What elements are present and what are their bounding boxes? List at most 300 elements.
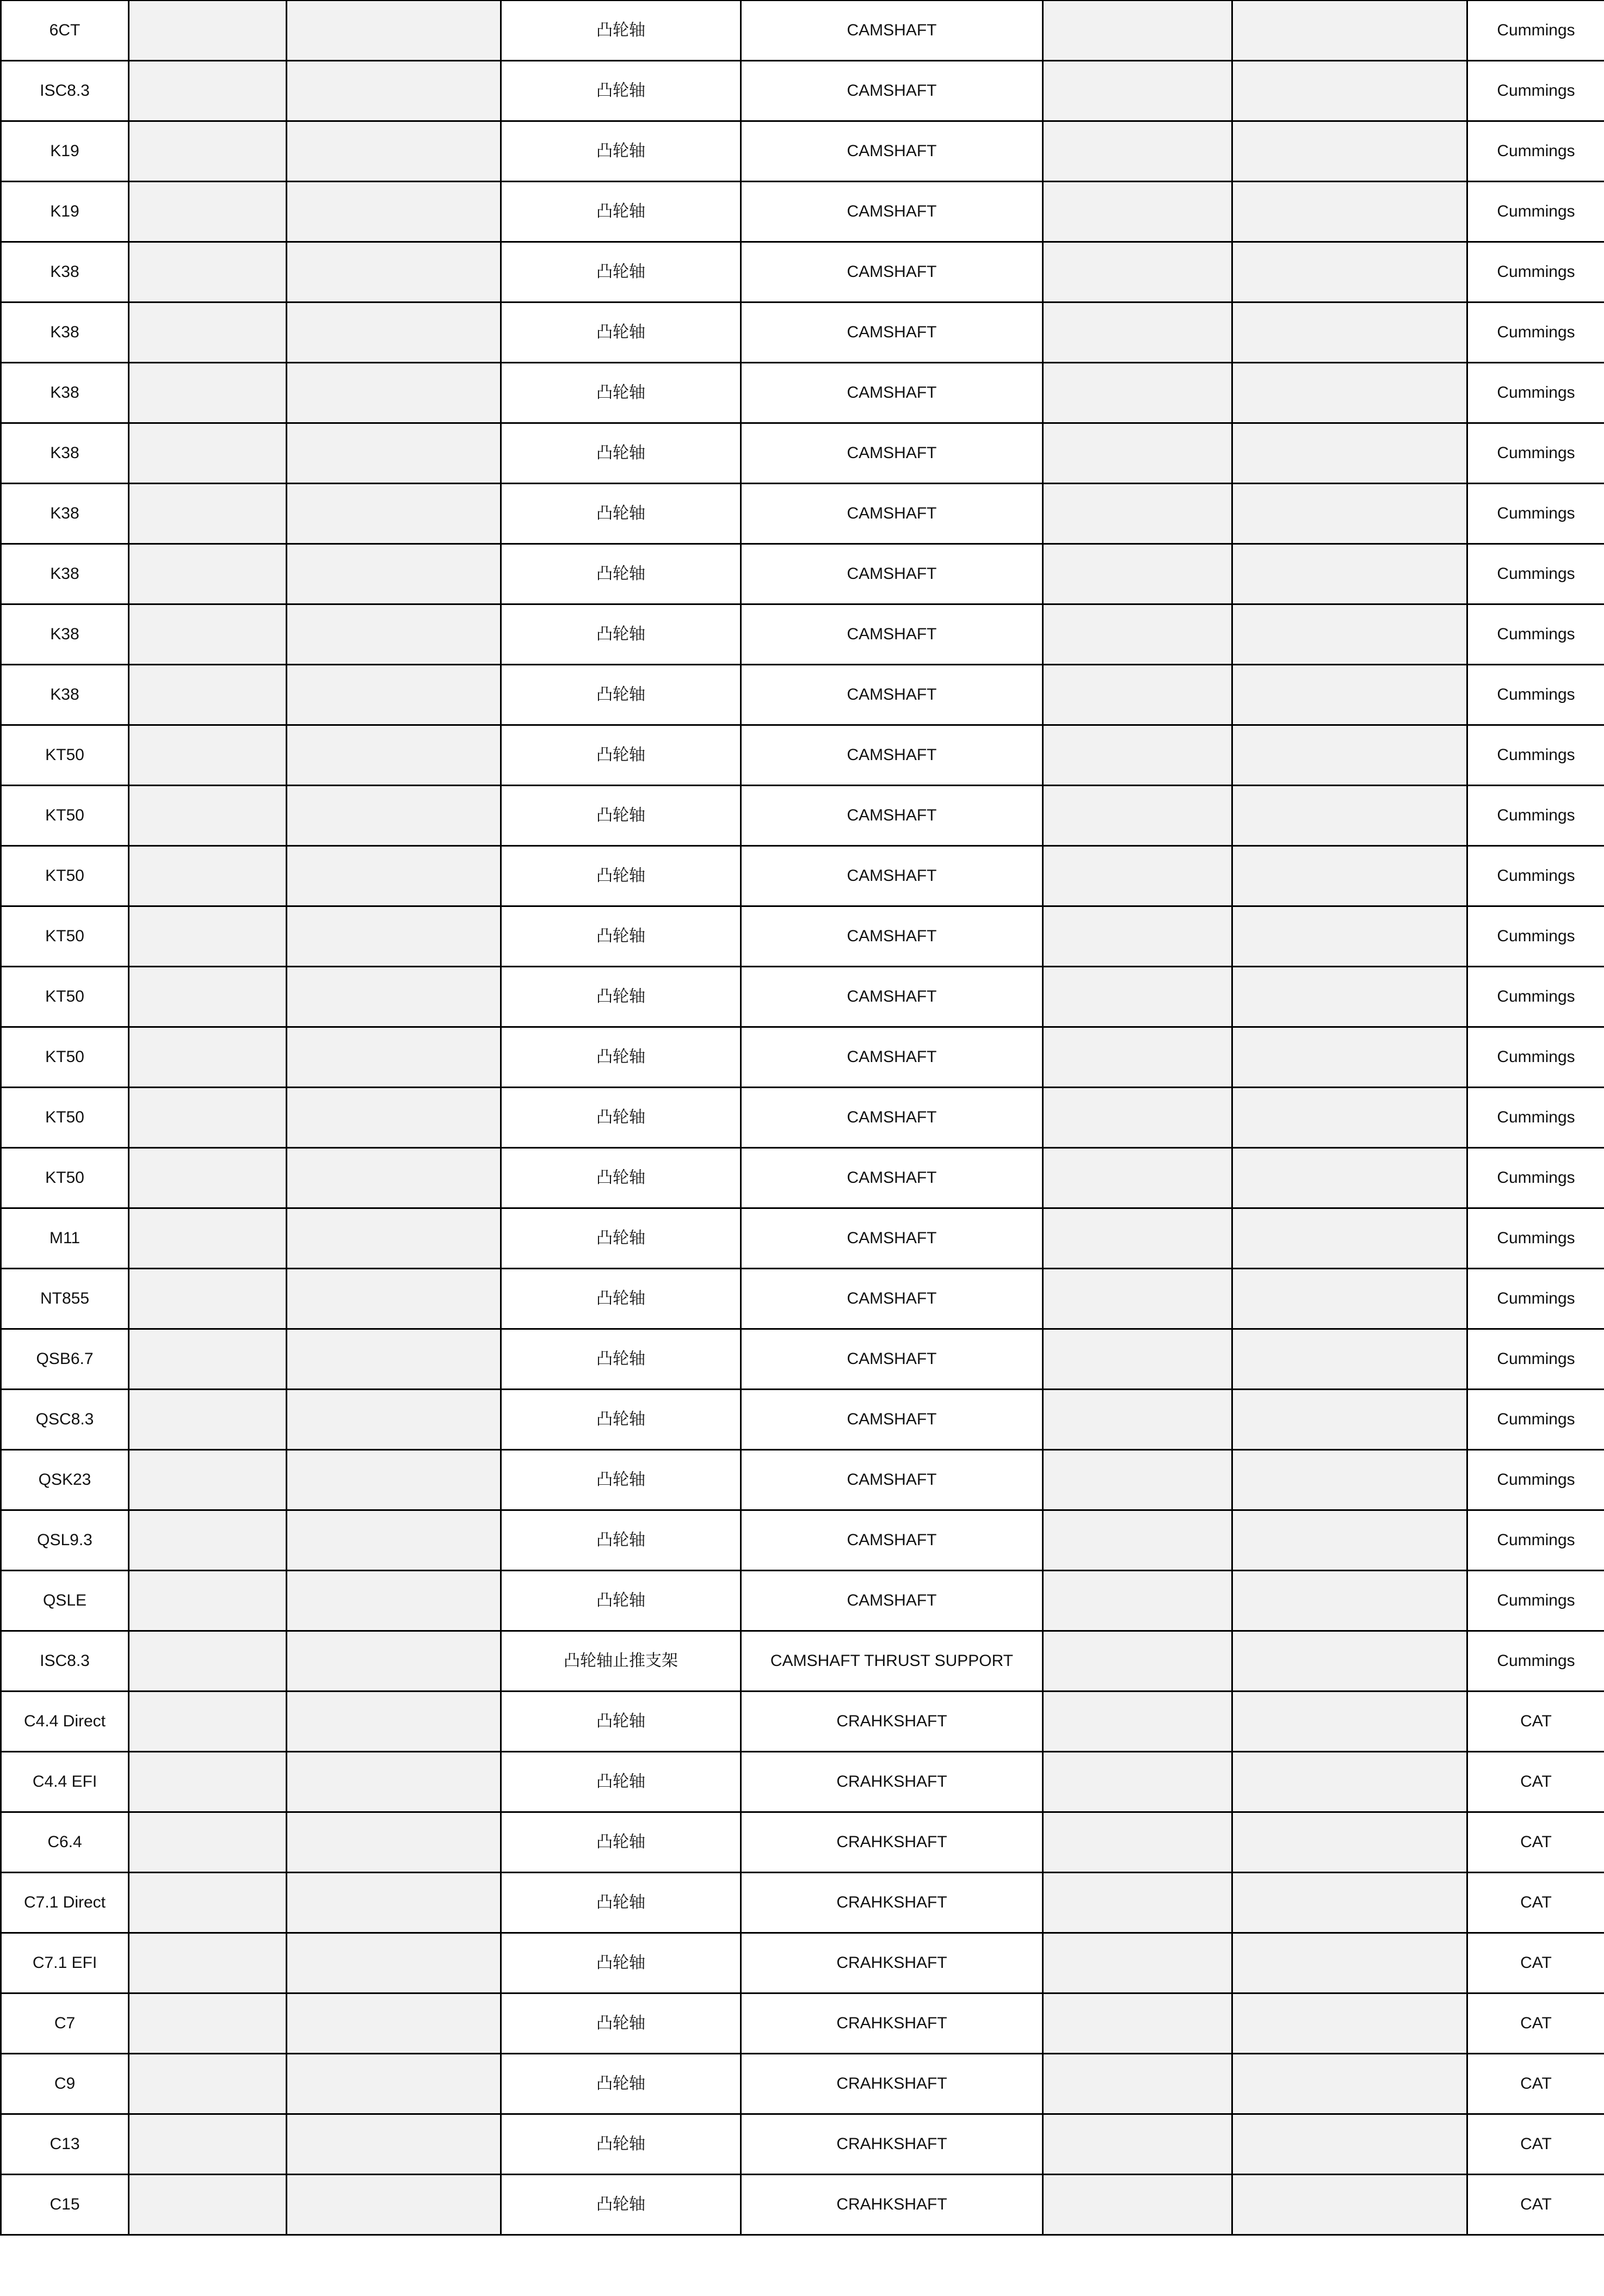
blank-cell-3 <box>1043 1390 1232 1450</box>
table-row <box>1 1571 1604 1631</box>
part-name-en-cell: CAMSHAFT <box>741 544 1043 604</box>
table-row <box>1 423 1604 484</box>
blank-cell-2 <box>287 544 501 604</box>
blank-cell-4 <box>1232 1993 1467 2054</box>
blank-cell-4 <box>1232 1510 1467 1571</box>
engine-model-cell: KT50 <box>1 967 129 1027</box>
blank-cell-2 <box>287 1752 501 1812</box>
engine-model-cell: KT50 <box>1 725 129 786</box>
blank-cell-2 <box>287 725 501 786</box>
table-row <box>1 1027 1604 1088</box>
brand-cell: Cummings <box>1467 1 1604 61</box>
part-name-cn-cell: 凸轮轴 <box>501 665 741 725</box>
blank-cell-4 <box>1232 1450 1467 1510</box>
brand-cell: Cummings <box>1467 786 1604 846</box>
part-name-cn-cell: 凸轮轴 <box>501 1752 741 1812</box>
blank-cell-3 <box>1043 121 1232 182</box>
table-row <box>1 665 1604 725</box>
parts-table-body <box>1 1 1604 2235</box>
blank-cell-4 <box>1232 1631 1467 1692</box>
part-name-en-cell: CAMSHAFT <box>741 1269 1043 1329</box>
blank-cell-4 <box>1232 61 1467 121</box>
blank-cell-3 <box>1043 1148 1232 1208</box>
blank-cell-4 <box>1232 786 1467 846</box>
table-row <box>1 1390 1604 1450</box>
brand-cell: Cummings <box>1467 363 1604 423</box>
blank-cell-3 <box>1043 967 1232 1027</box>
part-name-cn-cell: 凸轮轴 <box>501 61 741 121</box>
blank-cell-2 <box>287 1812 501 1873</box>
blank-cell-2 <box>287 906 501 967</box>
blank-cell-2 <box>287 1 501 61</box>
table-row <box>1 544 1604 604</box>
blank-cell-3 <box>1043 1873 1232 1933</box>
brand-cell: CAT <box>1467 1873 1604 1933</box>
blank-cell-4 <box>1232 1027 1467 1088</box>
part-name-cn-cell: 凸轮轴止推支架 <box>501 1631 741 1692</box>
blank-cell-3 <box>1043 303 1232 363</box>
blank-cell-3 <box>1043 665 1232 725</box>
engine-model-cell: M11 <box>1 1208 129 1269</box>
table-row <box>1 1329 1604 1390</box>
engine-model-cell: C4.4 EFI <box>1 1752 129 1812</box>
blank-cell-4 <box>1232 725 1467 786</box>
part-name-en-cell: CAMSHAFT <box>741 1571 1043 1631</box>
blank-cell-4 <box>1232 423 1467 484</box>
blank-cell-3 <box>1043 786 1232 846</box>
blank-cell-3 <box>1043 1692 1232 1752</box>
blank-cell-2 <box>287 2114 501 2175</box>
blank-cell-1 <box>129 1993 287 2054</box>
part-name-cn-cell: 凸轮轴 <box>501 1148 741 1208</box>
blank-cell-3 <box>1043 242 1232 303</box>
blank-cell-4 <box>1232 1390 1467 1450</box>
brand-cell: Cummings <box>1467 725 1604 786</box>
blank-cell-3 <box>1043 2175 1232 2235</box>
part-name-cn-cell: 凸轮轴 <box>501 1873 741 1933</box>
engine-model-cell: K19 <box>1 121 129 182</box>
blank-cell-1 <box>129 1631 287 1692</box>
blank-cell-1 <box>129 665 287 725</box>
blank-cell-2 <box>287 1873 501 1933</box>
part-name-en-cell: CRAHKSHAFT <box>741 2114 1043 2175</box>
part-name-en-cell: CRAHKSHAFT <box>741 2175 1043 2235</box>
brand-cell: Cummings <box>1467 303 1604 363</box>
brand-cell: Cummings <box>1467 846 1604 906</box>
part-name-cn-cell: 凸轮轴 <box>501 242 741 303</box>
part-name-cn-cell: 凸轮轴 <box>501 846 741 906</box>
table-row <box>1 1208 1604 1269</box>
blank-cell-4 <box>1232 303 1467 363</box>
blank-cell-3 <box>1043 1027 1232 1088</box>
engine-model-cell: C15 <box>1 2175 129 2235</box>
part-name-cn-cell: 凸轮轴 <box>501 1208 741 1269</box>
brand-cell: Cummings <box>1467 121 1604 182</box>
part-name-en-cell: CAMSHAFT <box>741 604 1043 665</box>
part-name-en-cell: CAMSHAFT <box>741 1148 1043 1208</box>
engine-model-cell: KT50 <box>1 1088 129 1148</box>
blank-cell-3 <box>1043 544 1232 604</box>
part-name-cn-cell: 凸轮轴 <box>501 182 741 242</box>
part-name-en-cell: CAMSHAFT <box>741 423 1043 484</box>
engine-model-cell: K19 <box>1 182 129 242</box>
engine-model-cell: QSC8.3 <box>1 1390 129 1450</box>
table-row <box>1 242 1604 303</box>
part-name-en-cell: CAMSHAFT <box>741 484 1043 544</box>
blank-cell-4 <box>1232 242 1467 303</box>
brand-cell: Cummings <box>1467 604 1604 665</box>
blank-cell-1 <box>129 1 287 61</box>
brand-cell: Cummings <box>1467 906 1604 967</box>
part-name-en-cell: CAMSHAFT <box>741 1027 1043 1088</box>
blank-cell-4 <box>1232 906 1467 967</box>
blank-cell-4 <box>1232 544 1467 604</box>
part-name-en-cell: CAMSHAFT <box>741 725 1043 786</box>
blank-cell-2 <box>287 182 501 242</box>
blank-cell-1 <box>129 1390 287 1450</box>
table-row <box>1 2175 1604 2235</box>
part-name-en-cell: CRAHKSHAFT <box>741 2054 1043 2114</box>
blank-cell-3 <box>1043 846 1232 906</box>
engine-model-cell: C7.1 Direct <box>1 1873 129 1933</box>
table-row <box>1 725 1604 786</box>
part-name-en-cell: CRAHKSHAFT <box>741 1933 1043 1993</box>
part-name-en-cell: CAMSHAFT THRUST SUPPORT <box>741 1631 1043 1692</box>
table-row <box>1 121 1604 182</box>
brand-cell: Cummings <box>1467 1390 1604 1450</box>
blank-cell-2 <box>287 363 501 423</box>
part-name-cn-cell: 凸轮轴 <box>501 1993 741 2054</box>
table-row <box>1 786 1604 846</box>
blank-cell-2 <box>287 665 501 725</box>
table-row <box>1 1269 1604 1329</box>
part-name-en-cell: CAMSHAFT <box>741 665 1043 725</box>
blank-cell-3 <box>1043 484 1232 544</box>
part-name-en-cell: CAMSHAFT <box>741 121 1043 182</box>
table-row <box>1 182 1604 242</box>
brand-cell: Cummings <box>1467 1329 1604 1390</box>
blank-cell-3 <box>1043 1571 1232 1631</box>
blank-cell-1 <box>129 363 287 423</box>
brand-cell: CAT <box>1467 1812 1604 1873</box>
blank-cell-2 <box>287 121 501 182</box>
part-name-cn-cell: 凸轮轴 <box>501 1812 741 1873</box>
brand-cell: Cummings <box>1467 665 1604 725</box>
part-name-en-cell: CAMSHAFT <box>741 1 1043 61</box>
brand-cell: CAT <box>1467 2114 1604 2175</box>
blank-cell-1 <box>129 121 287 182</box>
blank-cell-1 <box>129 1873 287 1933</box>
brand-cell: Cummings <box>1467 242 1604 303</box>
blank-cell-2 <box>287 2054 501 2114</box>
blank-cell-4 <box>1232 1148 1467 1208</box>
engine-model-cell: 6CT <box>1 1 129 61</box>
blank-cell-4 <box>1232 484 1467 544</box>
blank-cell-1 <box>129 544 287 604</box>
blank-cell-4 <box>1232 1812 1467 1873</box>
engine-model-cell: ISC8.3 <box>1 61 129 121</box>
part-name-en-cell: CAMSHAFT <box>741 1088 1043 1148</box>
table-row <box>1 1631 1604 1692</box>
part-name-cn-cell: 凸轮轴 <box>501 1933 741 1993</box>
blank-cell-2 <box>287 484 501 544</box>
part-name-en-cell: CRAHKSHAFT <box>741 1993 1043 2054</box>
part-name-cn-cell: 凸轮轴 <box>501 2175 741 2235</box>
part-name-cn-cell: 凸轮轴 <box>501 1329 741 1390</box>
brand-cell: Cummings <box>1467 1148 1604 1208</box>
blank-cell-3 <box>1043 2054 1232 2114</box>
blank-cell-2 <box>287 1450 501 1510</box>
blank-cell-4 <box>1232 363 1467 423</box>
table-row <box>1 1088 1604 1148</box>
blank-cell-3 <box>1043 604 1232 665</box>
brand-cell: CAT <box>1467 2175 1604 2235</box>
blank-cell-4 <box>1232 1208 1467 1269</box>
blank-cell-4 <box>1232 1873 1467 1933</box>
blank-cell-2 <box>287 242 501 303</box>
engine-model-cell: C13 <box>1 2114 129 2175</box>
blank-cell-3 <box>1043 2114 1232 2175</box>
blank-cell-1 <box>129 604 287 665</box>
blank-cell-1 <box>129 2114 287 2175</box>
blank-cell-4 <box>1232 2114 1467 2175</box>
part-name-en-cell: CAMSHAFT <box>741 967 1043 1027</box>
blank-cell-4 <box>1232 1933 1467 1993</box>
engine-model-cell: K38 <box>1 303 129 363</box>
blank-cell-1 <box>129 967 287 1027</box>
part-name-en-cell: CAMSHAFT <box>741 1208 1043 1269</box>
blank-cell-3 <box>1043 1 1232 61</box>
brand-cell: Cummings <box>1467 1510 1604 1571</box>
part-name-cn-cell: 凸轮轴 <box>501 1390 741 1450</box>
engine-model-cell: KT50 <box>1 786 129 846</box>
blank-cell-2 <box>287 303 501 363</box>
brand-cell: Cummings <box>1467 967 1604 1027</box>
blank-cell-2 <box>287 1027 501 1088</box>
blank-cell-2 <box>287 1329 501 1390</box>
blank-cell-1 <box>129 1027 287 1088</box>
engine-model-cell: K38 <box>1 423 129 484</box>
part-name-cn-cell: 凸轮轴 <box>501 725 741 786</box>
blank-cell-2 <box>287 1269 501 1329</box>
blank-cell-2 <box>287 1631 501 1692</box>
blank-cell-1 <box>129 1088 287 1148</box>
engine-model-cell: KT50 <box>1 846 129 906</box>
brand-cell: CAT <box>1467 2054 1604 2114</box>
brand-cell: Cummings <box>1467 1631 1604 1692</box>
blank-cell-1 <box>129 906 287 967</box>
blank-cell-4 <box>1232 182 1467 242</box>
part-name-cn-cell: 凸轮轴 <box>501 303 741 363</box>
brand-cell: Cummings <box>1467 61 1604 121</box>
blank-cell-3 <box>1043 1812 1232 1873</box>
table-row <box>1 846 1604 906</box>
brand-cell: Cummings <box>1467 423 1604 484</box>
brand-cell: Cummings <box>1467 1571 1604 1631</box>
table-row <box>1 303 1604 363</box>
brand-cell: Cummings <box>1467 182 1604 242</box>
part-name-en-cell: CAMSHAFT <box>741 1390 1043 1450</box>
engine-model-cell: C7 <box>1 1993 129 2054</box>
blank-cell-2 <box>287 1993 501 2054</box>
blank-cell-2 <box>287 967 501 1027</box>
part-name-cn-cell: 凸轮轴 <box>501 544 741 604</box>
part-name-en-cell: CAMSHAFT <box>741 1510 1043 1571</box>
engine-model-cell: KT50 <box>1 906 129 967</box>
part-name-en-cell: CAMSHAFT <box>741 242 1043 303</box>
blank-cell-4 <box>1232 1269 1467 1329</box>
engine-model-cell: K38 <box>1 544 129 604</box>
blank-cell-4 <box>1232 604 1467 665</box>
table-row <box>1 906 1604 967</box>
blank-cell-2 <box>287 846 501 906</box>
blank-cell-1 <box>129 1329 287 1390</box>
brand-cell: Cummings <box>1467 1027 1604 1088</box>
blank-cell-3 <box>1043 1993 1232 2054</box>
blank-cell-2 <box>287 61 501 121</box>
blank-cell-1 <box>129 1208 287 1269</box>
table-row <box>1 363 1604 423</box>
engine-model-cell: K38 <box>1 242 129 303</box>
blank-cell-2 <box>287 1208 501 1269</box>
part-name-cn-cell: 凸轮轴 <box>501 604 741 665</box>
blank-cell-4 <box>1232 1571 1467 1631</box>
part-name-cn-cell: 凸轮轴 <box>501 2114 741 2175</box>
blank-cell-3 <box>1043 725 1232 786</box>
engine-model-cell: K38 <box>1 604 129 665</box>
part-name-cn-cell: 凸轮轴 <box>501 121 741 182</box>
part-name-cn-cell: 凸轮轴 <box>501 1027 741 1088</box>
part-name-en-cell: CAMSHAFT <box>741 1329 1043 1390</box>
blank-cell-4 <box>1232 121 1467 182</box>
part-name-en-cell: CAMSHAFT <box>741 61 1043 121</box>
blank-cell-1 <box>129 1692 287 1752</box>
blank-cell-1 <box>129 1148 287 1208</box>
blank-cell-1 <box>129 725 287 786</box>
table-row <box>1 1692 1604 1752</box>
blank-cell-1 <box>129 1812 287 1873</box>
blank-cell-4 <box>1232 1088 1467 1148</box>
engine-model-cell: K38 <box>1 363 129 423</box>
blank-cell-4 <box>1232 846 1467 906</box>
blank-cell-2 <box>287 1088 501 1148</box>
table-row <box>1 2114 1604 2175</box>
table-row <box>1 1510 1604 1571</box>
engine-model-cell: NT855 <box>1 1269 129 1329</box>
part-name-cn-cell: 凸轮轴 <box>501 363 741 423</box>
part-name-cn-cell: 凸轮轴 <box>501 906 741 967</box>
blank-cell-1 <box>129 1571 287 1631</box>
part-name-en-cell: CAMSHAFT <box>741 1450 1043 1510</box>
blank-cell-1 <box>129 786 287 846</box>
part-name-cn-cell: 凸轮轴 <box>501 484 741 544</box>
engine-model-cell: C4.4 Direct <box>1 1692 129 1752</box>
blank-cell-2 <box>287 423 501 484</box>
blank-cell-3 <box>1043 61 1232 121</box>
blank-cell-2 <box>287 1148 501 1208</box>
blank-cell-1 <box>129 1450 287 1510</box>
engine-model-cell: QSLE <box>1 1571 129 1631</box>
brand-cell: Cummings <box>1467 1088 1604 1148</box>
blank-cell-3 <box>1043 906 1232 967</box>
blank-cell-3 <box>1043 1752 1232 1812</box>
blank-cell-3 <box>1043 363 1232 423</box>
blank-cell-2 <box>287 786 501 846</box>
blank-cell-1 <box>129 846 287 906</box>
blank-cell-1 <box>129 484 287 544</box>
table-row <box>1 1 1604 61</box>
blank-cell-2 <box>287 1510 501 1571</box>
brand-cell: Cummings <box>1467 1450 1604 1510</box>
table-row <box>1 967 1604 1027</box>
blank-cell-3 <box>1043 1088 1232 1148</box>
part-name-en-cell: CAMSHAFT <box>741 786 1043 846</box>
blank-cell-3 <box>1043 1208 1232 1269</box>
blank-cell-3 <box>1043 1269 1232 1329</box>
part-name-cn-cell: 凸轮轴 <box>501 1088 741 1148</box>
engine-model-cell: C9 <box>1 2054 129 2114</box>
blank-cell-1 <box>129 2054 287 2114</box>
blank-cell-2 <box>287 1692 501 1752</box>
blank-cell-3 <box>1043 1329 1232 1390</box>
blank-cell-3 <box>1043 423 1232 484</box>
brand-cell: Cummings <box>1467 1208 1604 1269</box>
engine-model-cell: C7.1 EFI <box>1 1933 129 1993</box>
engine-model-cell: C6.4 <box>1 1812 129 1873</box>
part-name-cn-cell: 凸轮轴 <box>501 1510 741 1571</box>
part-name-en-cell: CAMSHAFT <box>741 182 1043 242</box>
part-name-en-cell: CAMSHAFT <box>741 303 1043 363</box>
table-row <box>1 1752 1604 1812</box>
part-name-cn-cell: 凸轮轴 <box>501 967 741 1027</box>
blank-cell-2 <box>287 1390 501 1450</box>
blank-cell-1 <box>129 1752 287 1812</box>
table-row <box>1 604 1604 665</box>
blank-cell-2 <box>287 604 501 665</box>
engine-model-cell: K38 <box>1 665 129 725</box>
brand-cell: Cummings <box>1467 484 1604 544</box>
blank-cell-4 <box>1232 1752 1467 1812</box>
part-name-cn-cell: 凸轮轴 <box>501 1 741 61</box>
blank-cell-4 <box>1232 665 1467 725</box>
blank-cell-3 <box>1043 182 1232 242</box>
part-name-cn-cell: 凸轮轴 <box>501 1450 741 1510</box>
blank-cell-1 <box>129 2175 287 2235</box>
part-name-en-cell: CRAHKSHAFT <box>741 1873 1043 1933</box>
blank-cell-4 <box>1232 967 1467 1027</box>
part-name-en-cell: CRAHKSHAFT <box>741 1812 1043 1873</box>
table-row <box>1 2054 1604 2114</box>
blank-cell-4 <box>1232 2054 1467 2114</box>
blank-cell-1 <box>129 1269 287 1329</box>
engine-model-cell: ISC8.3 <box>1 1631 129 1692</box>
part-name-cn-cell: 凸轮轴 <box>501 423 741 484</box>
part-name-cn-cell: 凸轮轴 <box>501 1692 741 1752</box>
blank-cell-1 <box>129 303 287 363</box>
engine-model-cell: QSB6.7 <box>1 1329 129 1390</box>
blank-cell-2 <box>287 1933 501 1993</box>
engine-model-cell: KT50 <box>1 1027 129 1088</box>
engine-model-cell: QSL9.3 <box>1 1510 129 1571</box>
blank-cell-1 <box>129 242 287 303</box>
part-name-en-cell: CAMSHAFT <box>741 846 1043 906</box>
part-name-en-cell: CRAHKSHAFT <box>741 1692 1043 1752</box>
table-row <box>1 1993 1604 2054</box>
part-name-en-cell: CRAHKSHAFT <box>741 1752 1043 1812</box>
blank-cell-3 <box>1043 1450 1232 1510</box>
engine-model-cell: QSK23 <box>1 1450 129 1510</box>
blank-cell-2 <box>287 2175 501 2235</box>
